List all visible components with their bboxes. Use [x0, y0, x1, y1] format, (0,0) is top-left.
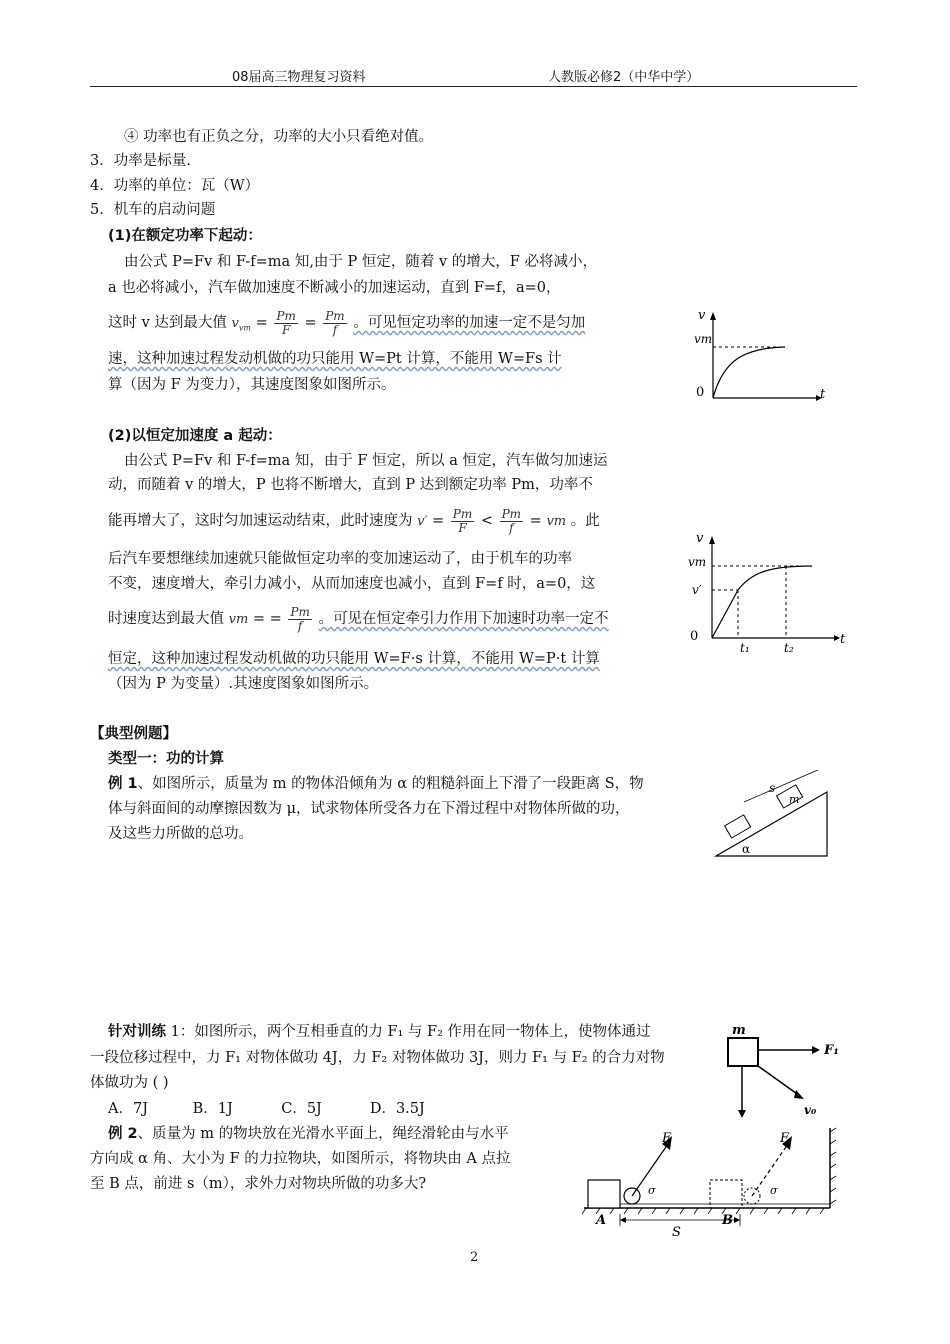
option-d[interactable]: D．3.5J — [369, 1101, 425, 1117]
sec2-line6-b: 。可见在恒定牵引力作用下加速时功率一定不 — [318, 611, 609, 627]
ex2-line2: 方向成 α 角、大小为 F 的力拉物块，如图所示，将物块由 A 点拉 — [90, 1151, 511, 1167]
fig4-m: m — [732, 1023, 746, 1038]
sec2-line3-b: 。此 — [570, 513, 600, 529]
fig1-origin: 0 — [696, 385, 705, 400]
option-c[interactable]: C．5J — [281, 1101, 322, 1117]
fig2-vprime: v′ — [692, 583, 702, 597]
ex1-line1: 例 1、如图所示，质量为 m 的物体沿倾角为 α 的粗糙斜面上下滑了一段距离 S，物 — [108, 776, 644, 792]
sec1-line4: 速，这种加速过程发动机做的功只能用 W=Pt 计算，不能用 W=Fs 计 — [108, 351, 562, 367]
sec2-vm: vm — [546, 514, 567, 529]
sec1-line3-a: 这时 v 达到最大值 — [108, 315, 227, 331]
fig2-t2: t₂ — [784, 641, 794, 655]
fig5-B: B — [722, 1213, 733, 1228]
option-a[interactable]: A．7J — [108, 1101, 149, 1117]
item-power-sign: ④ 功率也有正负之分，功率的大小只看绝对值。 — [124, 129, 434, 145]
training-line3: 体做功为 ( ) — [90, 1075, 169, 1091]
fig2-t: t — [840, 632, 846, 647]
sec2-line7: 恒定，这种加速过程发动机做的功只能用 W=F·s 计算，不能用 W=P·t 计算 — [108, 651, 600, 667]
fig2-vm: vm — [688, 555, 707, 569]
header-right: 人教版必修2（中华中学） — [548, 70, 700, 85]
sec2-line3 — [108, 502, 600, 541]
vt-graph-constant-acceleration — [682, 528, 852, 658]
sec1-eq2: = — [304, 315, 317, 331]
sec2-eq4: = — [269, 611, 282, 627]
sec2-eq2: = — [529, 513, 542, 529]
sec1-eq1: = — [255, 315, 268, 331]
sec2-lt: < — [480, 513, 493, 529]
sec2-line6-a: 时速度达到最大值 — [108, 611, 224, 627]
sec2-title: (2)以恒定加速度 a 起动： — [108, 428, 282, 444]
sec2-line2: 动，而随着 v 的增大，P 也将不断增大，直到 P 达到额定功率 Pm，功率不 — [108, 477, 593, 493]
fig2-v: v — [696, 531, 704, 546]
fig5-A: A — [596, 1213, 607, 1228]
sec2-line4: 后汽车要想继续加速就只能做恒定功率的变加速运动了，由于机车的功率 — [108, 551, 572, 567]
option-b[interactable]: B．1J — [192, 1101, 233, 1117]
ex1-line2: 体与斜面间的动摩擦因数为 μ，试求物体所受各力在下滑过程中对物体所做的功， — [108, 801, 630, 817]
ex2-line3: 至 B 点，前进 s（m），求外力对物块所做的功多大? — [90, 1176, 427, 1192]
fig3-s: s — [769, 781, 776, 795]
sec2-eq1: = — [432, 513, 445, 529]
sec1-frac2: $\frac{Pm}{f}$ — [325, 308, 345, 337]
sec2-frac1: $\frac{Pm}{F}$ — [452, 506, 473, 535]
sec2-line3-a: 能再增大了，这时匀加速运动结束，此时速度为 — [108, 513, 413, 529]
ex1-line3: 及这些力所做的总功。 — [108, 826, 253, 842]
sec2-frac2: $\frac{Pm}{f}$ — [501, 506, 522, 535]
sec1-line1: 由公式 P=Fv 和 F-f=ma 知,由于 P 恒定，随着 v 的增大，F 必将减小， — [124, 254, 597, 270]
fig1-v: v — [698, 308, 706, 323]
sec2-vprime: v′ — [417, 514, 428, 529]
fig1-t: t — [820, 387, 826, 402]
sec2-line6 — [108, 600, 608, 639]
sec1-line2: a 也必将减小，汽车做加速度不断减小的加速运动，直到 F=f，a=0， — [108, 280, 561, 296]
item-5: 5．机车的启动问题 — [90, 202, 216, 218]
sec2-eq3: = — [252, 611, 266, 627]
sec1-title: (1)在额定功率下起动： — [108, 228, 262, 244]
fig2-origin: 0 — [690, 629, 699, 644]
pulley-pull-figure — [580, 1122, 850, 1240]
sec2-line5: 不变，速度增大，牵引力减小，从而加速度也减小，直到 F=f 时，a=0，这 — [108, 576, 596, 592]
ex2-line1: 例 2、质量为 m 的物块放在光滑水平面上，绳经滑轮由与水平 — [108, 1126, 509, 1142]
sec2-line8: （因为 P 为变量）.其速度图象如图所示。 — [108, 676, 379, 692]
sec1-vm: $v_{vm}$ — [231, 316, 251, 333]
training-line1: 针对训练 1：如图所示，两个互相垂直的力 F₁ 与 F₂ 作用在同一物体上，使物体通过 — [108, 1024, 651, 1040]
vt-graph-constant-power — [688, 306, 838, 406]
sec2-frac3: $\frac{Pm}{f}$ — [290, 604, 310, 633]
sec1-line5: 算（因为 F 为变力），其速度图象如图所示。 — [108, 377, 396, 393]
fig5-F2: F — [780, 1131, 790, 1146]
incline-figure — [712, 770, 837, 860]
sec1-line3-b: 。可见恒定功率的加速一定不是匀加 — [353, 315, 586, 331]
fig3-m: m — [789, 793, 800, 806]
header-rule — [90, 86, 857, 87]
sec2-line1: 由公式 P=Fv 和 F-f=ma 知，由于 F 恒定，所以 a 恒定，汽车做匀加速运 — [124, 453, 608, 469]
fig4-F1: F₁ — [824, 1043, 839, 1058]
fig4-v0: v₀ — [804, 1103, 817, 1117]
item-4: 4．功率的单位：瓦（W） — [90, 178, 260, 194]
sec1-line3 — [108, 304, 585, 348]
fig5-F: F — [662, 1131, 672, 1146]
type1-heading: 类型一：功的计算 — [108, 751, 224, 767]
training-line2: 一段位移过程中，力 F₁ 对物体做功 4J，力 F₂ 对物体做功 3J，则力 F₁ 与 F₂ 的合力对物 — [90, 1050, 665, 1066]
two-forces-figure — [716, 1016, 856, 1126]
fig1-vm: vm — [694, 332, 713, 346]
header-left: 08届高三物理复习资料 — [232, 70, 366, 85]
sec1-frac1: $\frac{Pm}{F}$ — [276, 308, 296, 337]
page-number: 2 — [470, 1250, 479, 1265]
fig5-S: S — [672, 1225, 681, 1240]
sec2-vm2: vm — [228, 612, 249, 627]
training-options — [108, 1099, 425, 1119]
item-3: 3．功率是标量. — [90, 153, 191, 169]
fig3-alpha: α — [742, 842, 751, 856]
fig2-t1: t₁ — [740, 641, 750, 655]
fig5-alpha1: σ — [648, 1184, 656, 1197]
examples-heading: 【典型例题】 — [90, 726, 177, 742]
fig5-alpha2: σ — [770, 1184, 778, 1197]
